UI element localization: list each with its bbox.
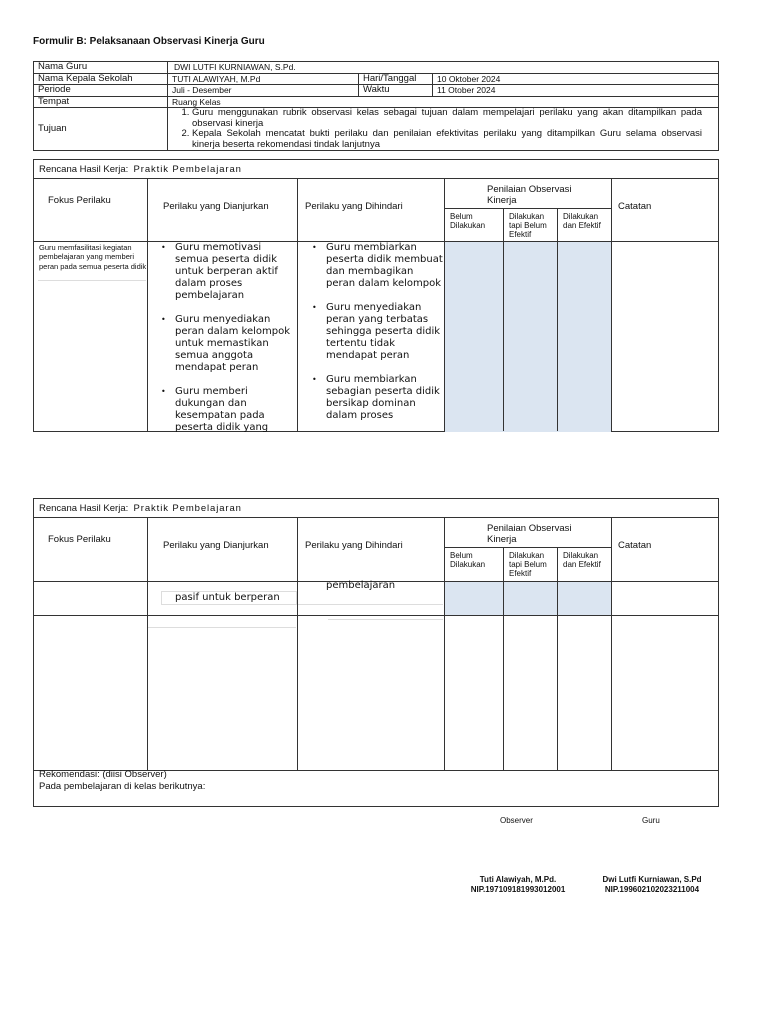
rencana-header [34, 499, 718, 518]
col-fokus: Fokus Perilaku [48, 534, 111, 545]
dihindari-item: • Guru membiarkan sebagian peserta didik bersikap dominan dalam proses [312, 374, 444, 422]
rencana-header [34, 160, 718, 179]
dihindari-item: • Guru menyediakan peran yang terbatas sehingga peserta didik tertentu tidak mendapat peran [312, 302, 444, 362]
periode-value: Juli - Desember [168, 85, 359, 97]
col-catatan: Catatan [618, 201, 652, 212]
tempat-label: Tempat [34, 96, 168, 108]
observer-nip: NIP.197109181993012001 [470, 885, 566, 894]
dianjurkan-cont: pasif untuk berperan [161, 591, 297, 605]
waktu-value: 11 Otober 2024 [433, 85, 719, 97]
hari-value: 10 Oktober 2024 [433, 73, 719, 85]
periode-label: Periode [34, 85, 168, 97]
dianjurkan-item: • Guru memotivasi semua peserta didik untuk berperan aktif dalam proses pembelajaran [161, 242, 297, 302]
tujuan-item: 2. Kepala Sekolah mencatat bukti perilaku dan penilaian efektivitas perilaku yang ditampilkan Guru selama observasi kinerja beserta rekomendasi tindak lanjutnya [192, 129, 702, 150]
col-penilaian: Penilaian Observasi Kinerja [487, 523, 572, 545]
rencana-value: Praktik Pembelajaran [133, 164, 242, 175]
col-fokus: Fokus Perilaku [48, 195, 111, 206]
tempat-value: Ruang Kelas [168, 96, 719, 108]
hari-label: Hari/Tanggal [359, 73, 433, 85]
guru-label: Guru [642, 816, 660, 825]
nama-guru-value: DWI LUTFI KURNIAWAN, S.Pd. [168, 62, 719, 74]
fokus-text: Guru memfasilitasi kegiatan pembelajaran yang memberi peran pada semua peserta didik [39, 243, 147, 271]
col-penilaian: Penilaian Observasi Kinerja [487, 184, 572, 206]
col-belum-efektif: Dilakukan tapi Belum Efektif [509, 212, 547, 239]
rencana-value: Praktik Pembelajaran [133, 503, 242, 514]
rekomendasi-text: Pada pembelajaran di kelas berikutnya: [39, 781, 206, 792]
col-efektif: Dilakukan dan Efektif [563, 212, 601, 230]
col-belum: Belum Dilakukan [450, 212, 486, 230]
kepala-label: Nama Kepala Sekolah [34, 73, 168, 85]
guru-nip: NIP.199602102023211004 [604, 885, 700, 894]
tujuan-label: Tujuan [34, 108, 168, 151]
dihindari-list [312, 242, 444, 434]
col-dihindari: Perilaku yang Dihindari [305, 540, 403, 551]
penilaian-shading [445, 242, 611, 432]
rencana-table-2 [33, 498, 719, 807]
form-title: Formulir B: Pelaksanaan Observasi Kinerja Guru [33, 36, 265, 47]
col-belum-efektif: Dilakukan tapi Belum Efektif [509, 551, 547, 578]
dihindari-cont: pembelajaran [326, 580, 396, 591]
col-catatan: Catatan [618, 540, 652, 551]
observer-signature [458, 875, 578, 895]
observer-name: Tuti Alawiyah, M.Pd. [479, 875, 557, 884]
tujuan-item: 1. Guru menggunakan rubrik observasi kelas sebagai tujuan dalam mempelajari perilaku yang akan ditampilkan pada observasi kinerja [192, 108, 702, 129]
rencana-label: Rencana Hasil Kerja: [39, 503, 129, 514]
kepala-value: TUTI ALAWIYAH, M.Pd [168, 73, 359, 85]
col-dianjurkan: Perilaku yang Dianjurkan [163, 540, 269, 551]
nama-guru-label: Nama Guru [34, 62, 168, 74]
dianjurkan-item: • Guru menyediakan peran dalam kelompok untuk memastikan semua anggota mendapat peran [161, 314, 297, 374]
identity-table [33, 61, 719, 151]
guru-name: Dwi Lutfi Kurniawan, S.Pd [602, 875, 702, 884]
dihindari-item: • Guru membiarkan peserta didik membuat dan membagikan peran dalam kelompok [312, 242, 444, 290]
col-dianjurkan: Perilaku yang Dianjurkan [163, 201, 269, 212]
col-efektif: Dilakukan dan Efektif [563, 551, 601, 569]
dianjurkan-item: • Guru memberi dukungan dan kesempatan pada peserta didik yang [161, 386, 297, 434]
rencana-table-1 [33, 159, 719, 432]
observer-label: Observer [500, 816, 533, 825]
rekomendasi-label: Rekomendasi: (diisi Observer) [39, 769, 167, 780]
penilaian-shading [445, 582, 611, 615]
tujuan-list [172, 108, 702, 150]
rencana-label: Rencana Hasil Kerja: [39, 164, 129, 175]
waktu-label: Waktu [359, 85, 433, 97]
col-belum: Belum Dilakukan [450, 551, 486, 569]
dianjurkan-list [161, 242, 297, 446]
guru-signature [592, 875, 712, 895]
col-dihindari: Perilaku yang Dihindari [305, 201, 403, 212]
